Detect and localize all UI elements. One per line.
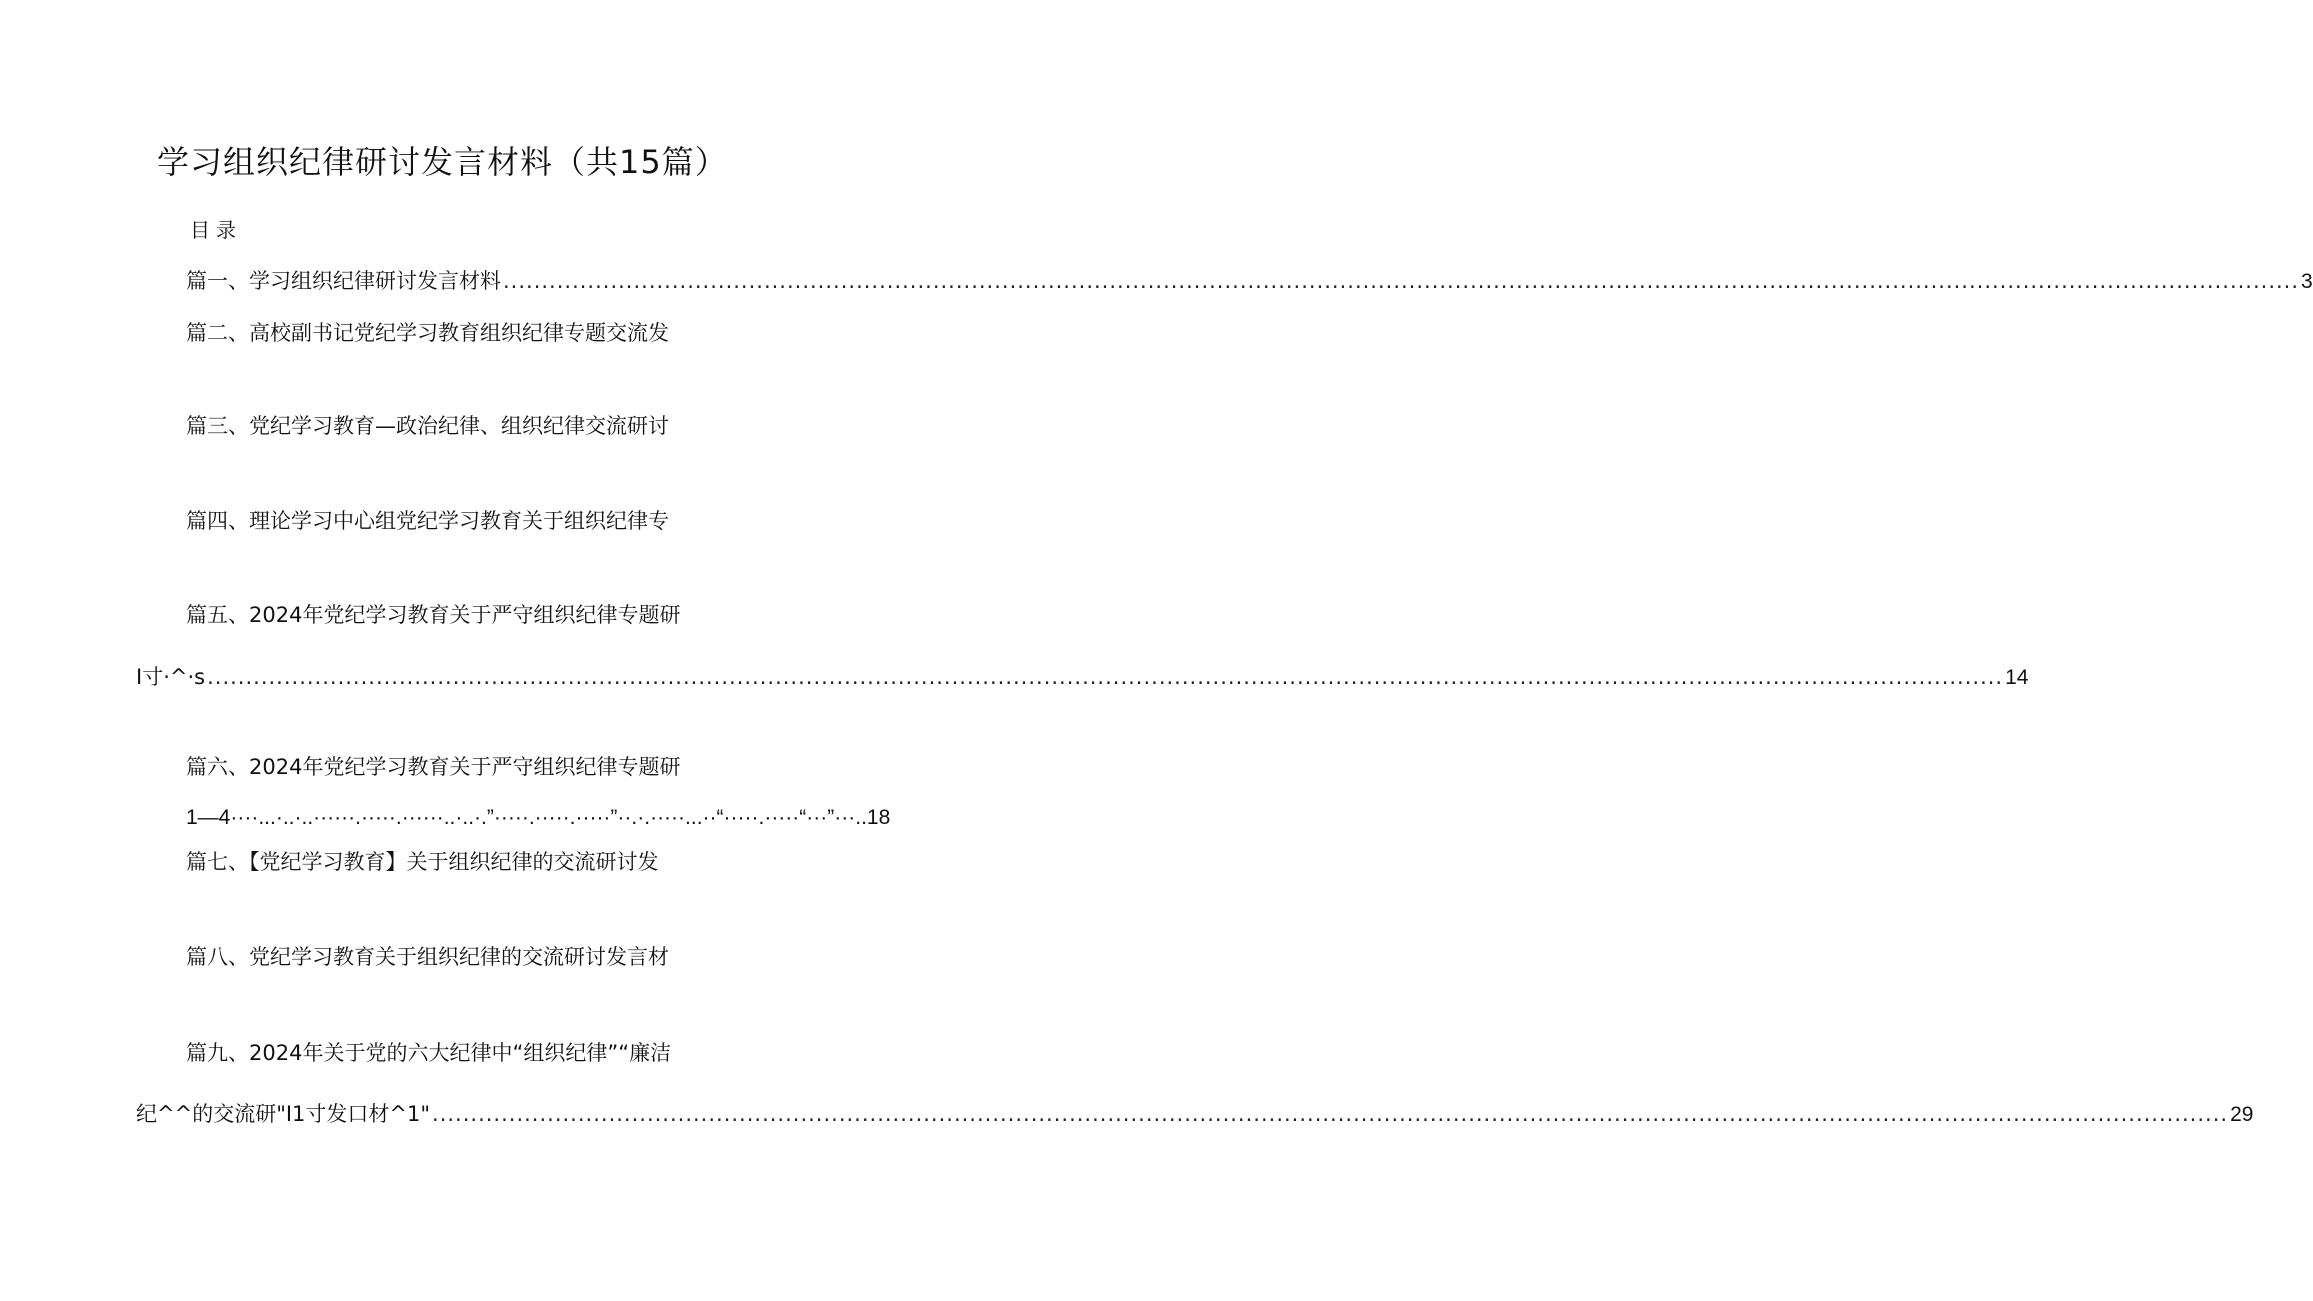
leader-dots — [432, 1099, 2228, 1129]
toc-entry-9-page: 29 — [2230, 1103, 2254, 1126]
document-title: 学习组织纪律研讨发言材料（共15篇） — [157, 143, 728, 181]
toc-entry-4[interactable]: 篇四、理论学习中心组党纪学习教育关于组织纪律专 — [186, 509, 669, 533]
toc-entry-8[interactable]: 篇八、党纪学习教育关于组织纪律的交流研讨发言材 — [186, 945, 669, 969]
toc-entry-6[interactable]: 篇六、2024年党纪学习教育关于严守组织纪律专题研 — [186, 755, 681, 779]
leader-dots — [207, 662, 2003, 692]
toc-entry-1-text: 篇一、学习组织纪律研讨发言材料 — [186, 269, 501, 293]
toc-heading: 目录 — [190, 218, 242, 242]
toc-entry-6-cont[interactable]: 1—4····...·..·..······.·····.······..·..·.”·····.·····.·····”··.·.·····...··“·····.·····“···”···..18 — [186, 806, 891, 829]
toc-entry-1[interactable] — [186, 266, 2313, 297]
toc-entry-5-cont-text: I寸·^·s — [136, 665, 206, 689]
leader-dots — [503, 266, 2299, 296]
toc-entry-9-cont[interactable] — [136, 1099, 2254, 1130]
toc-entry-5-page: 14 — [2005, 666, 2029, 689]
toc-entry-5[interactable]: 篇五、2024年党纪学习教育关于严守组织纪律专题研 — [186, 603, 681, 627]
toc-entry-5-cont[interactable] — [136, 662, 2029, 693]
toc-entry-9[interactable]: 篇九、2024年关于党的六大纪律中“组织纪律”“廉洁 — [186, 1041, 672, 1065]
toc-entry-9-cont-text: 纪^^的交流研"I1寸发口材^1" — [136, 1102, 431, 1126]
toc-entry-1-page: 3 — [2301, 270, 2313, 293]
toc-entry-2[interactable]: 篇二、高校副书记党纪学习教育组织纪律专题交流发 — [186, 321, 669, 345]
toc-entry-3[interactable]: 篇三、党纪学习教育—政治纪律、组织纪律交流研讨 — [186, 414, 669, 438]
toc-entry-7[interactable]: 篇七、【党纪学习教育】关于组织纪律的交流研讨发 — [186, 850, 659, 874]
